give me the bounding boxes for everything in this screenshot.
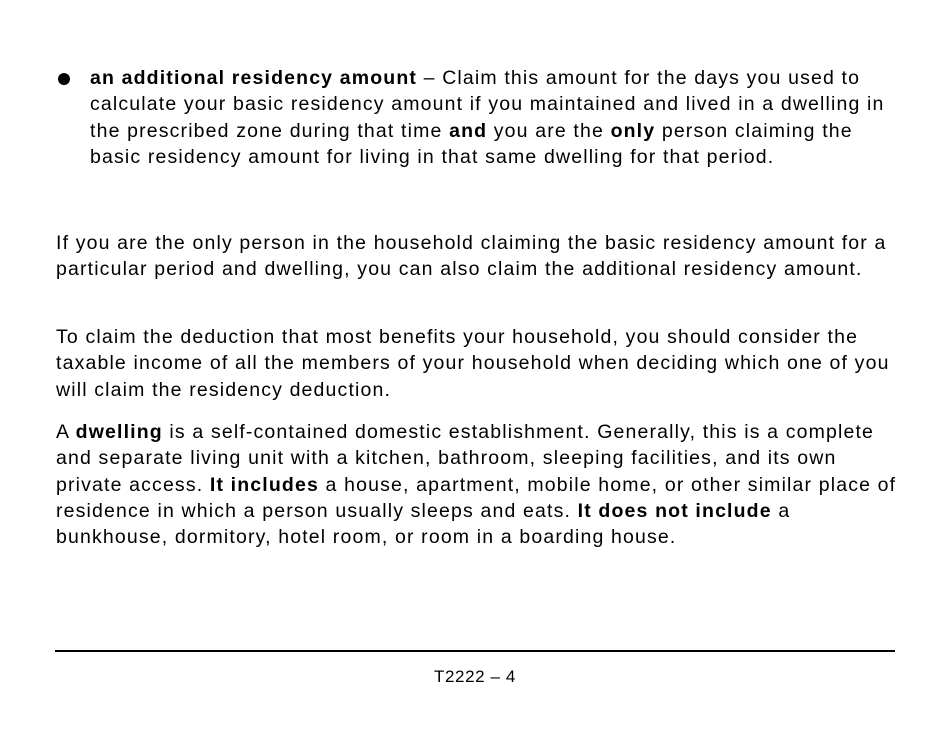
bullet-icon (58, 73, 70, 85)
footer-divider (55, 650, 895, 652)
paragraph-only-person: If you are the only person in the household claiming the basic residency amount for a particular period and dwelling, you can also claim the additional residency amount. (56, 232, 887, 281)
page-number: T2222 – 4 (434, 667, 516, 686)
dwelling-part-2: a house, apartment, mobile home, or other similar place of residence in which a person usually sleeps and eats. (56, 473, 897, 522)
dwelling-prefix: A (56, 421, 76, 443)
bullet-rest: person claiming the basic residency amount for living in that same dwelling for that period. (90, 119, 853, 168)
dwelling-term: dwelling (75, 421, 163, 443)
paragraph-dwelling-definition (56, 419, 906, 550)
dwelling-part-1: is a self-contained domestic establishment. Generally, this is a complete and separate living unit with a kitchen, bathroom, sleeping facilities, and its own private access. (56, 421, 875, 496)
bullet-bold-only: only (610, 119, 656, 142)
bullet-bold-and: and (449, 119, 488, 142)
bullet-text (90, 65, 910, 170)
dwelling-part-3: a bunkhouse, dormitory, hotel room, or room in a boarding house. (56, 499, 791, 549)
dwelling-includes-label: It includes (209, 473, 319, 496)
bullet-term: an additional residency amount (90, 67, 418, 89)
dwelling-excludes-label: It does not include (577, 499, 772, 522)
bullet-middle: you are the (487, 119, 611, 142)
bullet-intro: – Claim this amount for the days you used to calculate your basic residency amount if you maintained and lived in a dwelling in the prescribed zone during that time (90, 67, 885, 142)
paragraph-claim-deduction: To claim the deduction that most benefits your household, you should consider the taxable income of all the members of your household when deciding which one of you will claim the residency deduction. (56, 326, 890, 401)
